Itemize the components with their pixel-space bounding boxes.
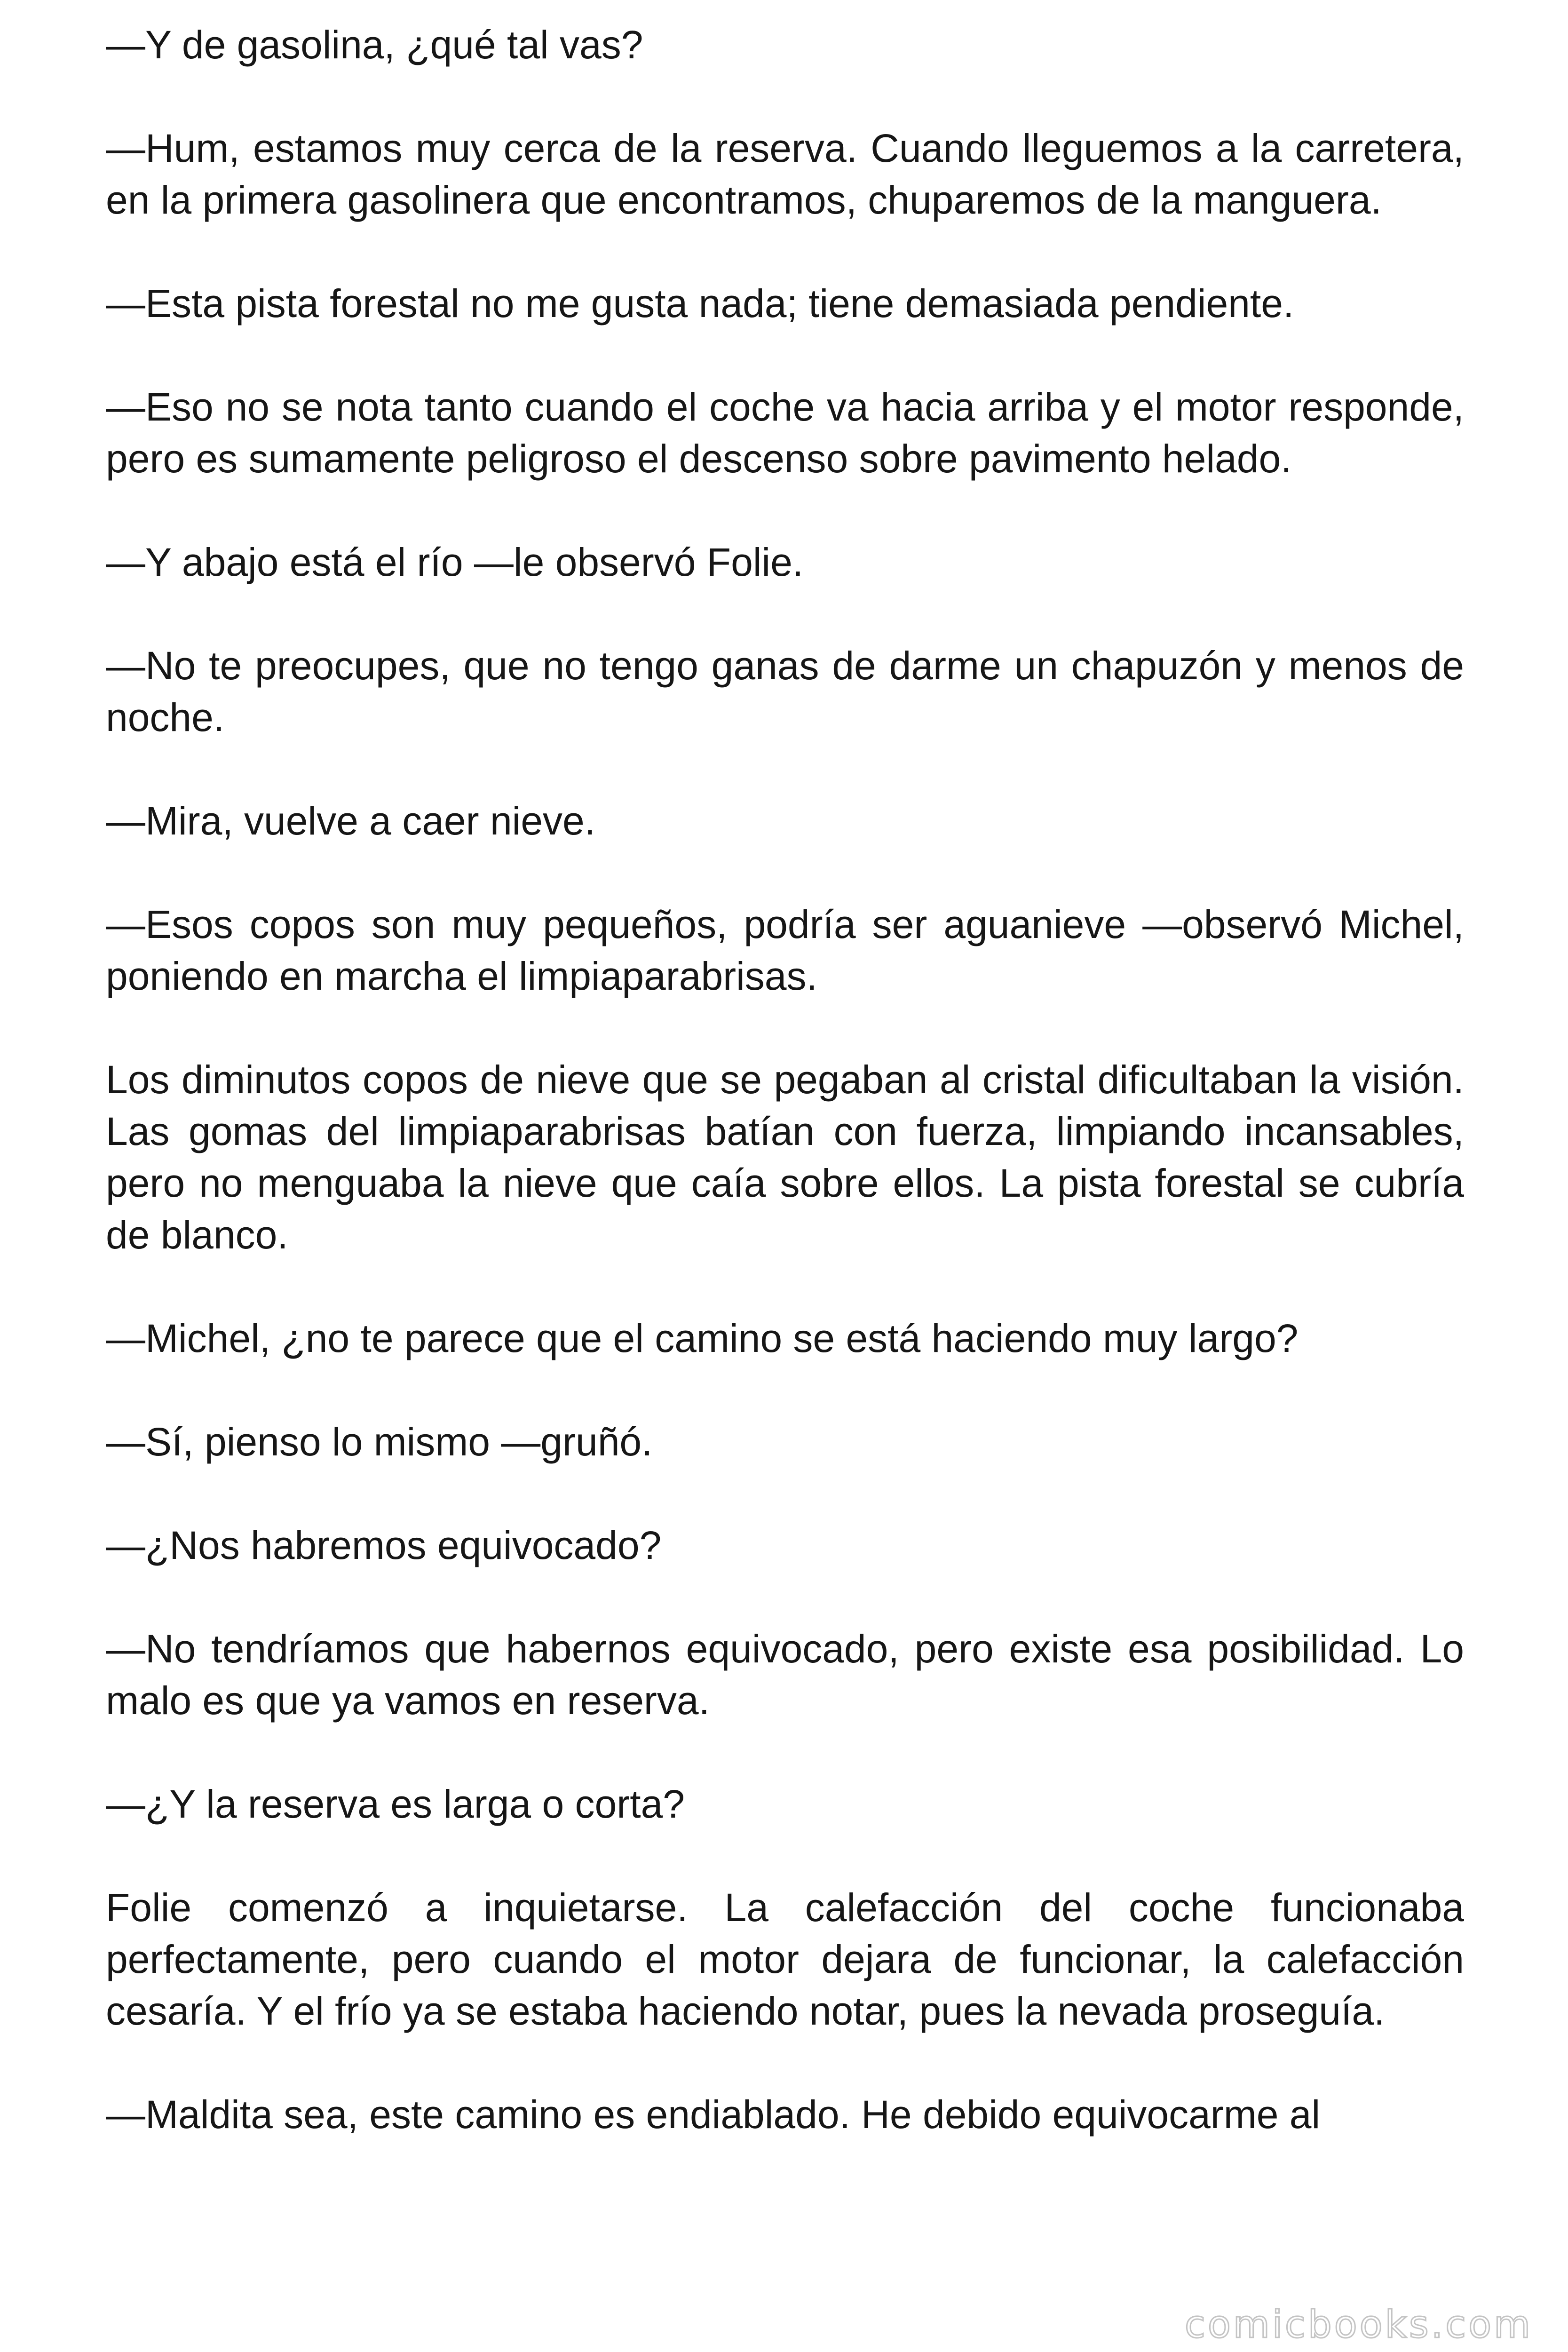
paragraph: —Esos copos son muy pequeños, podría ser aguanieve —observó Michel, poniendo en marcha el limpiaparabrisas. bbox=[106, 902, 1464, 998]
paragraph: —Sí, pienso lo mismo —gruñó. bbox=[106, 1420, 653, 1464]
paragraph: Los diminutos copos de nieve que se pegaban al cristal dificultaban la visión. Las gomas del limpiaparabrisas batían con fuerza, limpiando incansables, pero no menguaba la nieve que caía sobre ellos. La pista forestal se cubría de blanco. bbox=[106, 1057, 1464, 1257]
body-text bbox=[106, 19, 1464, 2192]
paragraph: —Mira, vuelve a caer nieve. bbox=[106, 799, 596, 843]
paragraph: —Eso no se nota tanto cuando el coche va hacia arriba y el motor responde, pero es sumamente peligroso el descenso sobre pavimento helado. bbox=[106, 385, 1464, 481]
paragraph: —¿Y la reserva es larga o corta? bbox=[106, 1782, 685, 1826]
paragraph: —No te preocupes, que no tengo ganas de darme un chapuzón y menos de noche. bbox=[106, 644, 1464, 739]
paragraph: —Michel, ¿no te parece que el camino se está haciendo muy largo? bbox=[106, 1316, 1299, 1360]
paragraph: —Esta pista forestal no me gusta nada; tiene demasiada pendiente. bbox=[106, 281, 1294, 326]
paragraph: —Hum, estamos muy cerca de la reserva. Cuando lleguemos a la carretera, en la primera gasolinera que encontramos, chuparemos de la manguera. bbox=[106, 126, 1464, 222]
paragraph: —Y de gasolina, ¿qué tal vas? bbox=[106, 23, 643, 67]
paragraph: —Y abajo está el río —le observó Folie. bbox=[106, 540, 804, 584]
watermark: comicbooks.com bbox=[1184, 2303, 1533, 2346]
paragraph: —¿Nos habremos equivocado? bbox=[106, 1523, 662, 1567]
paragraph: —No tendríamos que habernos equivocado, pero existe esa posibilidad. Lo malo es que ya vamos en reserva. bbox=[106, 1627, 1464, 1723]
paragraph: Folie comenzó a inquietarse. La calefacción del coche funcionaba perfectamente, pero cuando el motor dejara de funcionar, la calefacción cesaría. Y el frío ya se estaba haciendo notar, pues la nevada proseguía. bbox=[106, 1885, 1464, 2033]
paragraph: —Maldita sea, este camino es endiablado. He debido equivocarme al bbox=[106, 2092, 1321, 2137]
